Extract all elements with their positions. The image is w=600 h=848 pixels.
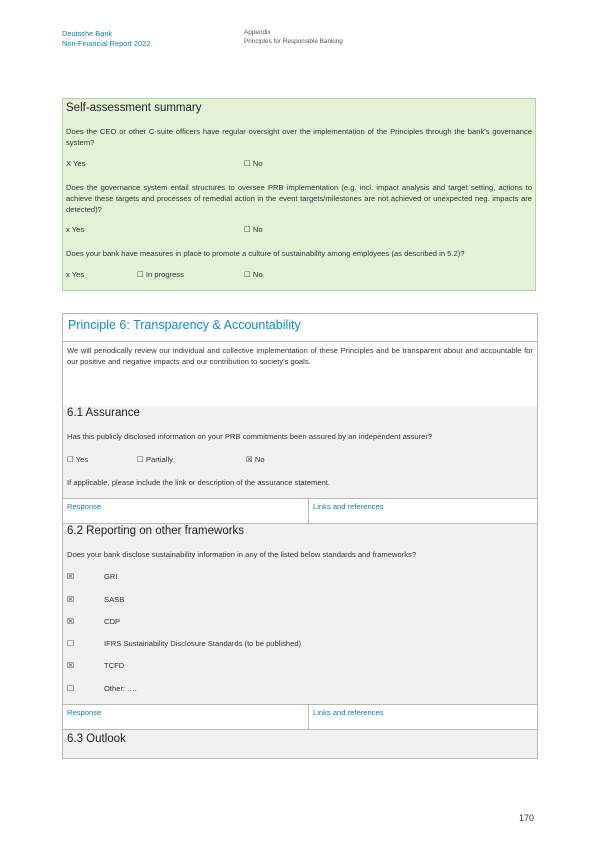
- section-6-1-question: Has this publicly disclosed information on your PRB commitments been assured by an independent assurer?: [67, 432, 433, 441]
- framework-checkbox-sasb: ☒: [67, 595, 75, 604]
- section-6-2-title: 6.2 Reporting on other frameworks: [67, 525, 245, 537]
- company-name: Deutsche Bank: [62, 29, 113, 38]
- self-assessment-title: Self-assessment summary: [66, 102, 202, 114]
- assurance-option-no: ☒ No: [246, 455, 265, 464]
- self-assessment-summary: [62, 98, 536, 291]
- page-number: 170: [519, 813, 535, 823]
- q3-option-in-progress: ☐ In progress: [137, 270, 184, 279]
- question-ceo-oversight: Does the CEO or other C-suite officers have regular oversight over the implementation of the Principles through the bank's governance system?: [66, 127, 532, 147]
- section-6-3: [63, 730, 537, 758]
- section-6-1-response-row: [63, 498, 537, 524]
- section-6-2-question: Does your bank disclose sustainability information in any of the listed below standards and frameworks?: [67, 550, 417, 559]
- section-6-1-title: 6.1 Assurance: [67, 407, 140, 419]
- q1-option-no: ☐ No: [244, 159, 263, 168]
- question-governance-structures: Does the governance system entail structures to oversee PRB implementation (e.g. incl. impact analysis and target setting, actions to achieve these targets and processes of remedial action in the event targets/milestones are not achieved or unexpected neg. impacts are detected)?: [66, 183, 532, 214]
- framework-label-ifrs: IFRS Sustainability Disclosure Standards (to be published): [104, 639, 302, 648]
- q2-option-yes: x Yes: [66, 225, 85, 234]
- framework-checkbox-gri: ☒: [67, 572, 75, 581]
- framework-checkbox-ifrs: ☐: [67, 639, 75, 648]
- principle-6-title: Principle 6: Transparency & Accountability: [68, 318, 301, 332]
- section-6-1-links: Links and references: [313, 502, 384, 511]
- q1-option-yes: X Yes: [66, 159, 86, 168]
- section-6-2-response-row: [63, 704, 537, 730]
- framework-checkbox-cdp: ☒: [67, 617, 75, 626]
- framework-label-tcfd: TCFD: [104, 661, 125, 670]
- section-name: Appendix: [244, 29, 271, 36]
- principle-6-description: We will periodically review our individual and collective implementation of these Principles and be transparent about and accountable for our positive and negative impacts and our contribution to society's goals.: [67, 346, 533, 366]
- section-6-1-response: Response: [63, 499, 309, 523]
- section-6-2-links: Links and references: [313, 708, 384, 717]
- q3-option-yes: x Yes: [66, 270, 85, 279]
- framework-label-sasb: SASB: [104, 595, 125, 604]
- framework-checkbox-other: ☐: [67, 684, 75, 693]
- report-name: Non-Financial Report 2022: [62, 38, 151, 48]
- question-sustainability-culture: Does your bank have measures in place to promote a culture of sustainability among employees (as described in 5.2)?: [66, 249, 465, 258]
- header-section-block: [244, 28, 343, 46]
- section-6-3-title: 6.3 Outlook: [67, 733, 126, 745]
- subsection-name: Principles for Responsible Banking: [244, 38, 343, 45]
- q3-option-no: ☐ No: [244, 270, 263, 279]
- header-company-block: [62, 29, 150, 48]
- principle-6-box: [62, 313, 538, 759]
- assurance-option-partially: ☐ Partially: [137, 455, 173, 464]
- section-6-2-response: Response: [63, 705, 309, 729]
- section-6-2: [63, 524, 537, 708]
- q2-option-no: ☐ No: [244, 225, 263, 234]
- assurance-option-yes: ☐ Yes: [67, 455, 89, 464]
- framework-label-other: Other: ….: [104, 684, 137, 693]
- framework-label-cdp: CDP: [104, 617, 121, 626]
- framework-label-gri: GRI: [104, 572, 118, 581]
- section-6-1-note: If applicable, please include the link or description of the assurance statement.: [67, 478, 330, 487]
- framework-checkbox-tcfd: ☒: [67, 661, 75, 670]
